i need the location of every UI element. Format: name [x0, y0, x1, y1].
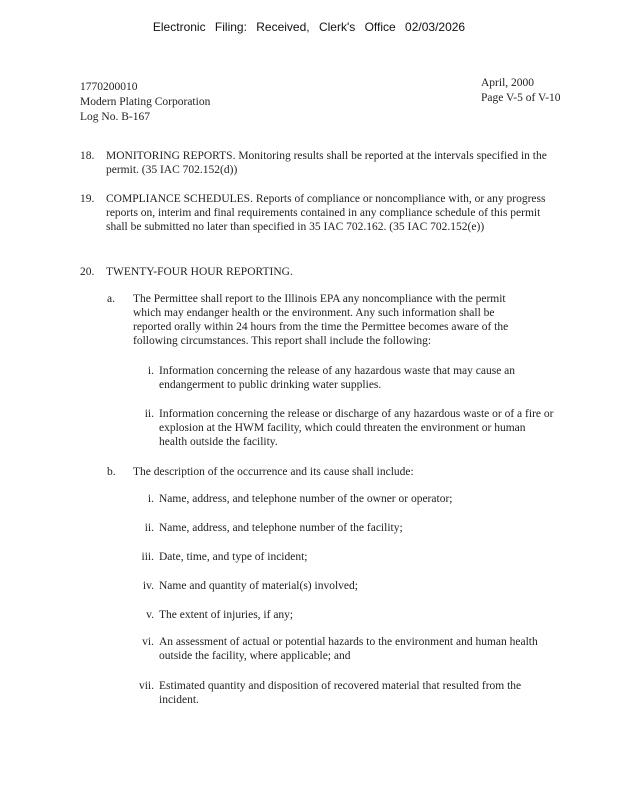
list-item-label: i. [147, 365, 154, 377]
log-number: Log No. B-167 [80, 111, 150, 123]
list-item-text: Name, address, and telephone number of the facility; [159, 522, 403, 534]
subsection-label: a. [107, 293, 115, 305]
document-header-left [80, 80, 210, 125]
list-item-text: Estimated quantity and disposition of recovered material that resulted from the incident. [159, 680, 522, 706]
list-item-label: iv. [142, 580, 154, 592]
list-item-label: vii. [138, 680, 154, 692]
list-item-text: The extent of injuries, if any; [159, 609, 294, 621]
item-number: 20. [80, 266, 95, 278]
page-indicator: Page V-5 of V-10 [481, 92, 561, 104]
list-item-text: Date, time, and type of incident; [159, 551, 308, 563]
list-item-text: Name, address, and telephone number of the owner or operator; [159, 493, 453, 505]
item-number: 18. [80, 150, 95, 162]
list-item-label: iii. [141, 551, 154, 563]
item-number: 19. [80, 193, 95, 205]
list-item-text: Information concerning the release or discharge of any hazardous waste or of a fire or explosion at the HWM facility, which could threaten the environment or human health outside the facility. [159, 408, 554, 448]
company-name: Modern Plating Corporation [80, 96, 211, 108]
document-date: April, 2000 [481, 77, 535, 89]
subsection-text: The Permittee shall report to the Illinois EPA any noncompliance with the permit which may endanger health or the environment. Any such information shall be reported orally within 24 hours from the time the Permittee becomes aware of the following circumstances. This report shall include the following: [133, 293, 509, 347]
item-heading: TWENTY-FOUR HOUR REPORTING. [106, 266, 293, 278]
item-text: MONITORING REPORTS. Monitoring results shall be reported at the intervals specified in the permit. (35 IAC 702.152(d)) [106, 150, 547, 176]
document-id: 1770200010 [80, 81, 138, 93]
list-item-label: ii. [144, 522, 154, 534]
list-item-text: Name and quantity of material(s) involved; [159, 580, 358, 592]
list-item-label: v. [146, 609, 154, 621]
list-item-label: vi. [142, 636, 154, 648]
document-header-right [481, 76, 561, 106]
subsection-label: b. [107, 466, 116, 478]
filing-stamp: Electronic Filing: Received, Clerk's Office 02/03/2026 [152, 20, 466, 34]
list-item-label: i. [147, 493, 154, 505]
list-item-text: Information concerning the release of any hazardous waste that may cause an endangerment to public drinking water supplies. [159, 365, 516, 391]
list-item-label: ii. [144, 408, 154, 420]
item-text: COMPLIANCE SCHEDULES. Reports of compliance or noncompliance with, or any progress reports on, interim and final requirements contained in any compliance schedule of this permit shall be submitted no later than specified in 35 IAC 702.162. (35 IAC 702.152(e)) [106, 193, 546, 233]
subsection-text: The description of the occurrence and its cause shall include: [133, 466, 414, 478]
list-item-text: An assessment of actual or potential hazards to the environment and human health outside the facility, where applicable; and [159, 636, 538, 662]
